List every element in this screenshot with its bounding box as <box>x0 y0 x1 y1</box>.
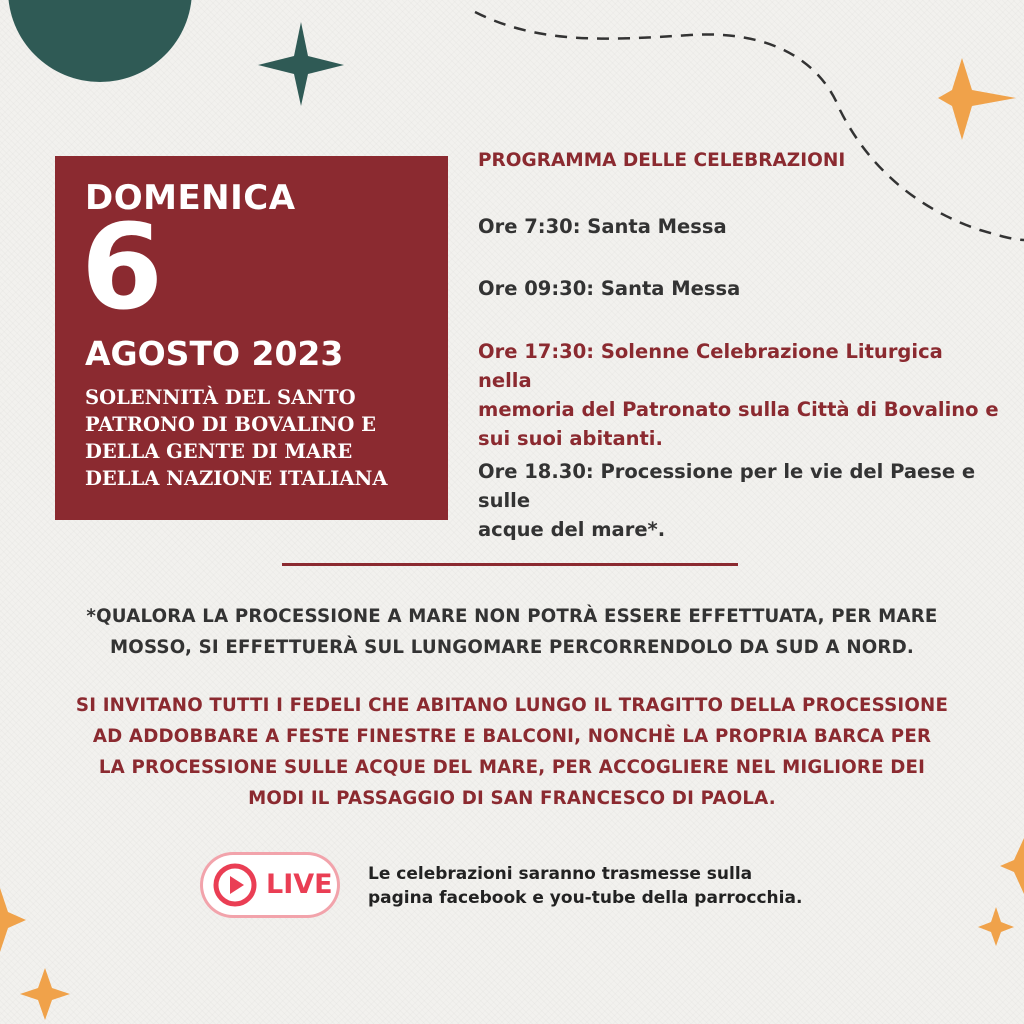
program-item <box>478 457 1003 544</box>
orange-star-icon <box>0 888 26 952</box>
live-badge <box>203 855 337 915</box>
notice-line: MOSSO, SI EFFETTUERÀ SUL LUNGOMARE PERCORRENDOLO DA SUD A NORD. <box>109 637 915 658</box>
orange-star-icon <box>938 58 1016 140</box>
orange-star-icon <box>20 968 70 1020</box>
program-item <box>478 274 1003 303</box>
date-box <box>55 156 448 520</box>
program-item-line: memoria del Patronato sulla Città di Bovalino e <box>478 398 999 421</box>
notice-line: *QUALORA LA PROCESSIONE A MARE NON POTRÀ ESSERE EFFETTUATA, PER MARE <box>86 606 938 627</box>
day-number: 6 <box>81 198 164 336</box>
program-item-highlight <box>478 337 1003 453</box>
orange-star-icon <box>978 907 1014 946</box>
subtitle-line: PATRONO DI BOVALINO E <box>85 413 376 436</box>
notice-line: SI INVITANO TUTTI I FEDELI CHE ABITANO LUNGO IL TRAGITTO DELLA PROCESSIONE <box>75 695 949 716</box>
program-item-line: acque del mare*. <box>478 518 666 541</box>
program-item-line: Ore 7:30: Santa Messa <box>478 215 727 238</box>
weekday-label: DOMENICA <box>85 178 296 218</box>
subtitle-line: DELLA GENTE DI MARE <box>85 440 353 463</box>
notice-line: LA PROCESSIONE SULLE ACQUE DEL MARE, PER ACCOGLIERE NEL MIGLIORE DEI <box>98 757 926 778</box>
section-divider <box>282 563 738 566</box>
stream-info <box>368 862 802 910</box>
program-item-line: Ore 09:30: Santa Messa <box>478 277 741 300</box>
play-icon <box>213 863 257 907</box>
subtitle-line: SOLENNITÀ DEL SANTO <box>85 386 356 409</box>
live-label: LIVE <box>266 869 333 900</box>
program-item <box>478 212 1003 241</box>
weather-notice <box>0 601 1024 663</box>
program-item-line: Ore 17:30: Solenne Celebrazione Liturgica nella <box>478 340 943 392</box>
notice-line: MODI IL PASSAGGIO DI SAN FRANCESCO DI PAOLA. <box>248 788 776 809</box>
notice-line: AD ADDOBBARE A FESTE FINESTRE E BALCONI, NONCHÈ LA PROPRIA BARCA PER <box>92 726 932 747</box>
teal-circle-decoration <box>8 0 192 82</box>
program-item-line: sui suoi abitanti. <box>478 427 663 450</box>
orange-star-icon <box>1000 838 1024 894</box>
invite-notice <box>0 690 1024 814</box>
stream-info-line: pagina facebook e you-tube della parrocchia. <box>368 888 803 908</box>
program-title: PROGRAMMA DELLE CELEBRAZIONI <box>478 150 846 171</box>
stream-info-line: Le celebrazioni saranno trasmesse sulla <box>368 864 753 884</box>
month-year-label: AGOSTO 2023 <box>85 334 344 373</box>
program-item-line: Ore 18.30: Processione per le vie del Paese e sulle <box>478 460 976 512</box>
solemnity-subtitle <box>85 384 435 492</box>
subtitle-line: DELLA NAZIONE ITALIANA <box>85 467 388 490</box>
teal-star-icon <box>258 22 344 106</box>
dashed-curve-decoration <box>475 12 1024 240</box>
